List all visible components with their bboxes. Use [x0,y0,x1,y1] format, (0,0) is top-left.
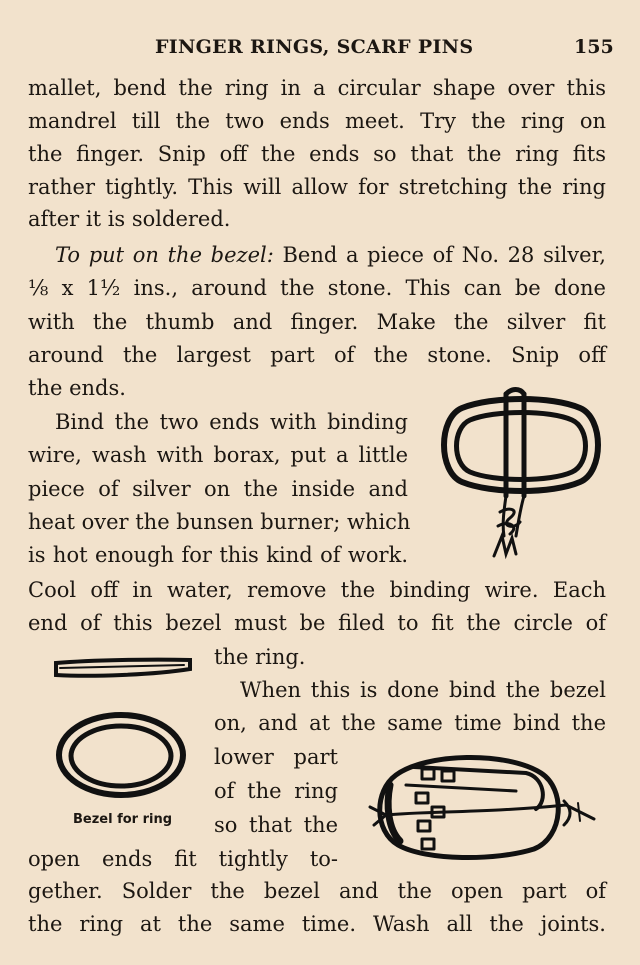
text-line: open ends fit tightly to- [28,847,338,871]
bound-ring-illustration [432,386,607,561]
text-line: of the ring [214,779,338,803]
text-line: ⅛ x 1½ ins., around the stone. This can be done [28,276,606,300]
bezel-strip-illustration [52,655,194,681]
text-line: the ends. [28,376,126,400]
text-line: Bind the two ends with binding [55,410,408,434]
page-number: 155 [574,36,614,58]
text-line: the ring at the same time. Wash all the joints. [28,912,606,936]
text-line: the ring. [214,645,306,669]
subheading-italic: To put on the bezel: [55,243,274,267]
bezel-oval-illustration [54,710,188,800]
figure-caption: Bezel for ring [73,812,173,827]
text-line: is hot enough for this kind of work. [28,543,408,567]
text-line: end of this bezel must be filed to fit the circle of [28,611,606,635]
text-line: around the largest part of the stone. Snip off [28,343,606,367]
text-line: on, and at the same time bind the [214,711,606,735]
text-line: mandrel till the two ends meet. Try the ring on [28,109,606,133]
text-line: after it is soldered. [28,207,231,231]
text-line: rather tightly. This will allow for stretching the ring [28,175,606,199]
text-line: gether. Solder the bezel and the open part of [28,879,606,903]
text-line [55,243,606,267]
text-line: so that the [214,813,338,837]
ring-with-bezel-illustration [366,745,602,863]
text-line: Cool off in water, remove the binding wire. Each [28,578,606,602]
text-span: Bend a piece of No. 28 silver, [273,243,606,267]
text-line: the finger. Snip off the ends so that the ring fits [28,142,606,166]
text-line: with the thumb and finger. Make the silver fit [28,310,606,334]
text-line: wire, wash with borax, put a little [28,443,408,467]
text-line: lower part [214,745,338,769]
text-line: piece of silver on the inside and [28,477,408,501]
text-line: heat over the bunsen burner; which [28,510,411,534]
running-header: FINGER RINGS, SCARF PINS [155,36,474,58]
text-line: mallet, bend the ring in a circular shape over this [28,76,606,100]
text-line: When this is done bind the bezel [240,678,606,702]
